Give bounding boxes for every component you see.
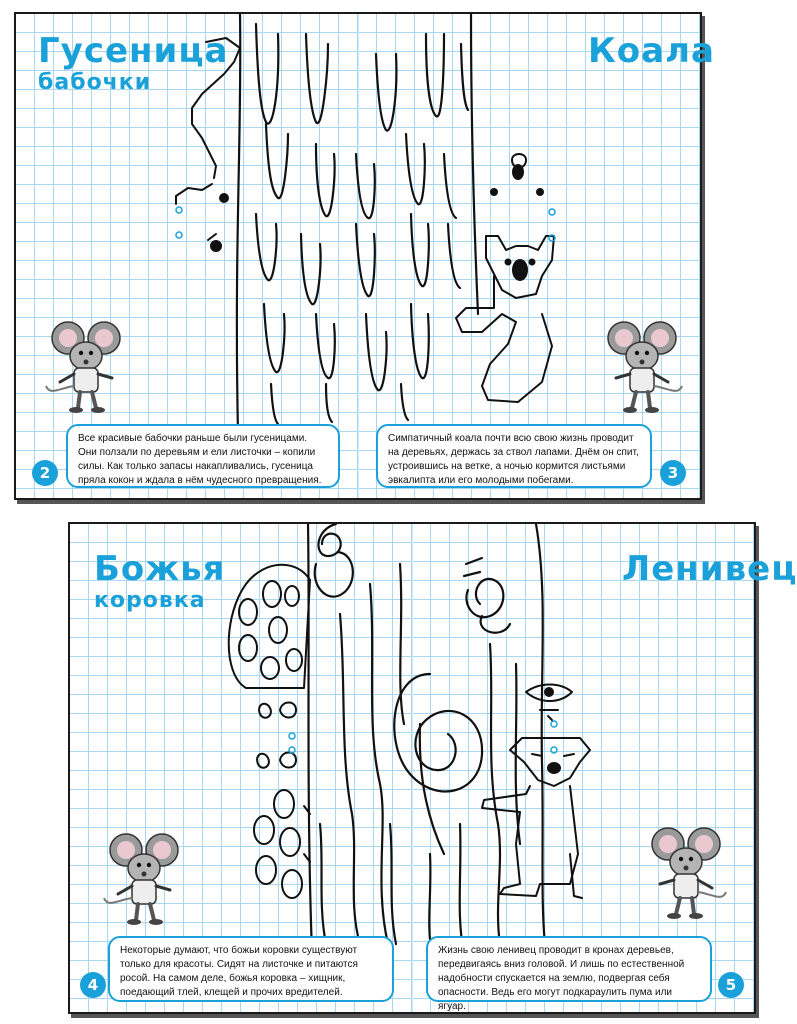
title-line-2: бабочки	[38, 70, 152, 95]
page-title-caterpillar	[38, 31, 229, 95]
page-number-3: 3	[660, 460, 686, 486]
page-title-ladybug	[94, 549, 226, 613]
title-line-2: коровка	[94, 588, 206, 613]
mouse-mascot-icon	[40, 316, 132, 416]
mouse-mascot-icon	[98, 828, 190, 928]
caption-koala: Симпатичный коала почти всю свою жизнь проводит на деревьях, держась за ствол лапами. Днём он спит, устроившись на ветке, а ночью кормится листьями эвкалипта или его молодыми побегами.	[376, 424, 652, 488]
ladybug-icon	[229, 565, 310, 898]
mouse-mascot-icon	[596, 316, 688, 416]
mouse-mascot-icon	[640, 822, 732, 922]
title-line-1: Ленивец	[622, 549, 797, 589]
title-line-1: Гусеница	[38, 31, 229, 71]
title-line-1: Божья	[94, 549, 226, 589]
page-title-sloth	[622, 549, 797, 589]
page-number-4: 4	[80, 972, 106, 998]
page-title-koala	[588, 31, 715, 71]
koala-icon	[456, 154, 554, 402]
title-line-1: Коала	[588, 31, 715, 71]
sloth-icon	[482, 685, 590, 899]
book-spread-caterpillar-koala	[14, 12, 715, 500]
page-number-5: 5	[718, 972, 744, 998]
page-number-2: 2	[32, 460, 58, 486]
caption-ladybug: Некоторые думают, что божьи коровки существуют только для красоты. Сидят на листочке и питаются росой. На самом деле, божья коровка – хищник, поедающий тлей, клещей и прочих вредителей.	[108, 936, 394, 1002]
caption-sloth: Жизнь свою ленивец проводит в кронах деревьев, передвигаясь вниз головой. И лишь по естественной надобности спускается на землю, подвергая себя опасности. Ведь его могут подкараулить пума или ягуар.	[426, 936, 712, 1002]
book-spread-ladybug-sloth	[68, 522, 797, 1014]
caption-caterpillar: Все красивые бабочки раньше были гусеницами. Они ползали по деревьям и ели листочки – копили силы. Как только запасы накапливались, гусеница пряла кокон и ждала в нём чудесного превращения.	[66, 424, 340, 488]
